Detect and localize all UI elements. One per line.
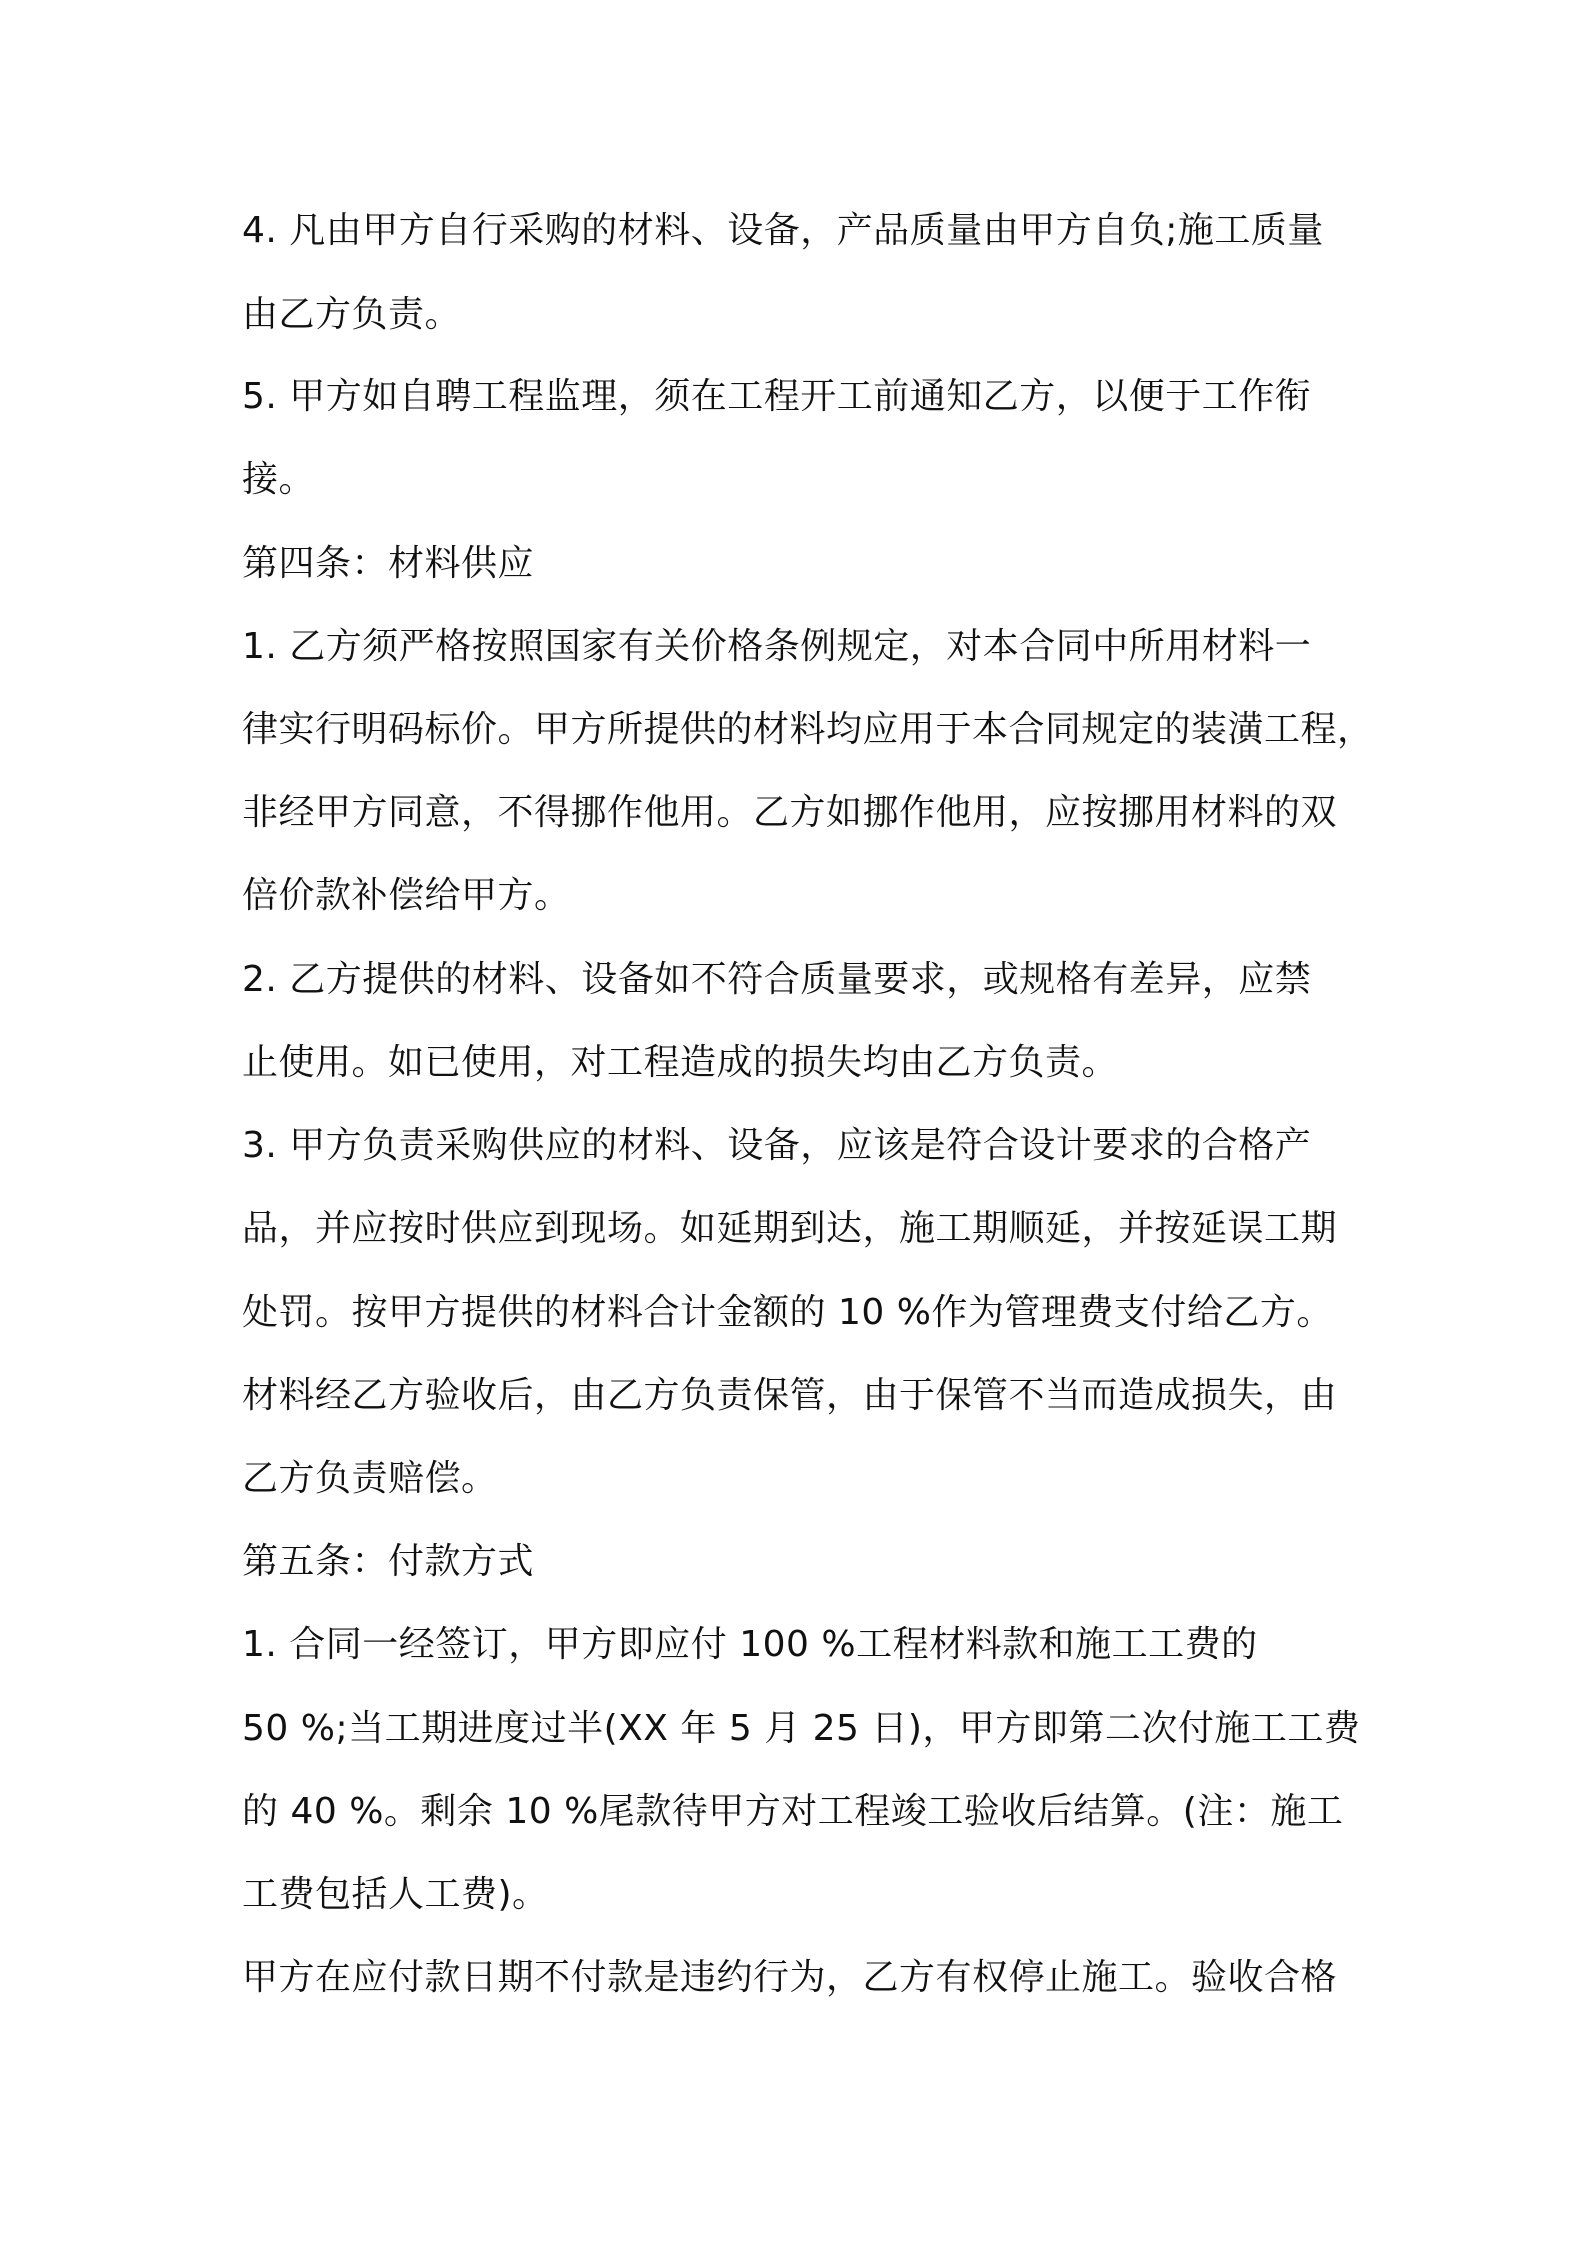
- clause-5-item-1-line-3: 的 40 %。剩余 10 %尾款待甲方对工程竣工验收后结算。(注：施工: [242, 1791, 1344, 1832]
- clause-4-item-3-line-4: 材料经乙方验收后，由乙方负责保管，由于保管不当而造成损失，由: [242, 1375, 1338, 1416]
- clause-4-item-1-line-2: 律实行明码标价。甲方所提供的材料均应用于本合同规定的装潢工程，: [242, 709, 1374, 750]
- clause-3-item-4-line-2: 由乙方负责。: [242, 294, 462, 335]
- clause-4-item-3-line-2: 品，并应按时供应到现场。如延期到达，施工期顺延，并按延误工期: [242, 1208, 1338, 1249]
- clause-4-item-2-line-2: 止使用。如已使用，对工程造成的损失均由乙方负责。: [242, 1042, 1119, 1083]
- clause-4-item-1-line-3: 非经甲方同意，不得挪作他用。乙方如挪作他用，应按挪用材料的双: [242, 792, 1338, 833]
- clause-4-item-3-line-3: 处罚。按甲方提供的材料合计金额的 10 %作为管理费支付给乙方。: [242, 1292, 1333, 1333]
- clause-4-item-3-line-1: 3. 甲方负责采购供应的材料、设备，应该是符合设计要求的合格产: [242, 1125, 1312, 1166]
- clause-3-item-4-line-1: 4. 凡由甲方自行采购的材料、设备，产品质量由甲方自负;施工质量: [242, 210, 1324, 251]
- clause-5-item-1-line-4: 工费包括人工费)。: [242, 1874, 549, 1915]
- clause-5-paragraph-line-1: 甲方在应付款日期不付款是违约行为，乙方有权停止施工。验收合格: [242, 1957, 1338, 1998]
- clause-4-item-3-line-5: 乙方负责赔偿。: [242, 1458, 498, 1499]
- clause-3-item-5-line-1: 5. 甲方如自聘工程监理，须在工程开工前通知乙方，以便于工作衔: [242, 376, 1312, 417]
- clause-5-heading: 第五条：付款方式: [242, 1541, 535, 1582]
- clause-3-item-5-line-2: 接。: [242, 459, 316, 500]
- clause-4-item-1-line-1: 1. 乙方须严格按照国家有关价格条例规定，对本合同中所用材料一: [242, 626, 1312, 667]
- clause-4-item-1-line-4: 倍价款补偿给甲方。: [242, 875, 571, 916]
- clause-4-heading: 第四条：材料供应: [242, 543, 535, 584]
- clause-5-item-1-line-2: 50 %;当工期进度过半(XX 年 5 月 25 日)，甲方即第二次付施工工费: [242, 1708, 1361, 1749]
- clause-4-item-2-line-1: 2. 乙方提供的材料、设备如不符合质量要求，或规格有差异，应禁: [242, 959, 1312, 1000]
- clause-5-item-1-line-1: 1. 合同一经签订，甲方即应付 100 %工程材料款和施工工费的: [242, 1624, 1258, 1665]
